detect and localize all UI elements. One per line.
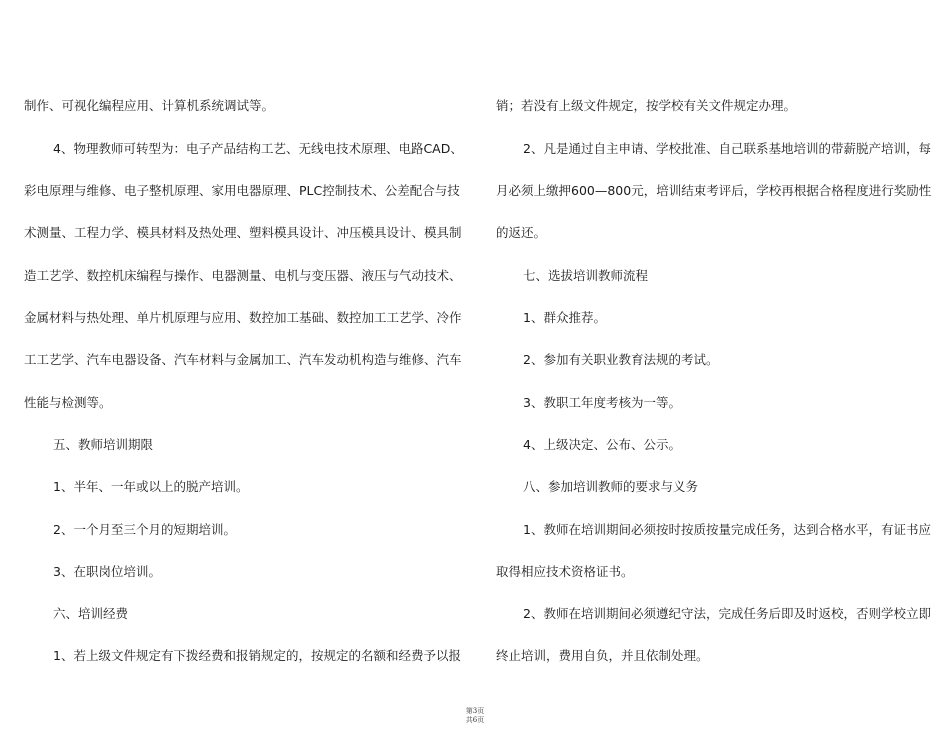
text-line: 3、教职工年度考核为一等。 xyxy=(523,395,681,410)
text-line: 2、参加有关职业教育法规的考试。 xyxy=(523,352,719,367)
text-line: 2、凡是通过自主申请、学校批准、自己联系基地培训的带薪脱产培训，每 xyxy=(523,141,931,156)
text-line: 2、一个月至三个月的短期培训。 xyxy=(53,522,236,537)
page-total: 共6页 xyxy=(465,716,485,724)
text-line: 销；若没有上级文件规定，按学校有关文件规定办理。 xyxy=(496,98,797,113)
text-line: 术测量、工程力学、模具材料及热处理、塑料模具设计、冲压模具设计、模具制 xyxy=(24,225,462,240)
text-line: 1、半年、一年或以上的脱产培训。 xyxy=(53,479,249,494)
section-heading: 五、教师培训期限 xyxy=(53,437,154,452)
text-line: 取得相应技术资格证书。 xyxy=(496,564,634,579)
page-number: 第3页 xyxy=(465,707,485,715)
section-heading: 七、选拔培训教师流程 xyxy=(523,268,649,283)
text-line: 2、教师在培训期间必须遵纪守法，完成任务后即及时返校，否则学校立即 xyxy=(523,606,931,621)
text-line: 性能与检测等。 xyxy=(24,395,112,410)
text-line: 的返还。 xyxy=(496,225,547,240)
text-line: 1、群众推荐。 xyxy=(523,310,606,325)
section-heading: 八、参加培训教师的要求与义务 xyxy=(523,479,699,494)
text-line: 制作、可视化编程应用、计算机系统调试等。 xyxy=(24,98,275,113)
text-line: 4、物理教师可转型为：电子产品结构工艺、无线电技术原理、电路CAD、 xyxy=(53,141,463,156)
text-line: 终止培训，费用自负，并且依制处理。 xyxy=(496,648,709,663)
text-line: 3、在职岗位培训。 xyxy=(53,564,161,579)
text-line: 彩电原理与维修、电子整机原理、家用电器原理、PLC控制技术、公差配合与技 xyxy=(24,183,460,198)
text-line: 金属材料与热处理、单片机原理与应用、数控加工基础、数控加工工艺学、冷作 xyxy=(24,310,462,325)
text-line: 月必须上缴押600—800元，培训结束考评后，学校再根据合格程度进行奖励性 xyxy=(496,183,932,198)
text-line: 4、上级决定、公布、公示。 xyxy=(523,437,681,452)
text-line: 工工艺学、汽车电器设备、汽车材料与金属加工、汽车发动机构造与维修、汽车 xyxy=(24,352,462,367)
text-line: 1、若上级文件规定有下拨经费和报销规定的，按规定的名额和经费予以报 xyxy=(53,648,461,663)
text-line: 造工艺学、数控机床编程与操作、电器测量、电机与变压器、液压与气动技术、 xyxy=(24,268,462,283)
section-heading: 六、培训经费 xyxy=(53,606,129,621)
text-line: 1、教师在培训期间必须按时按质按量完成任务，达到合格水平，有证书应 xyxy=(523,522,931,537)
